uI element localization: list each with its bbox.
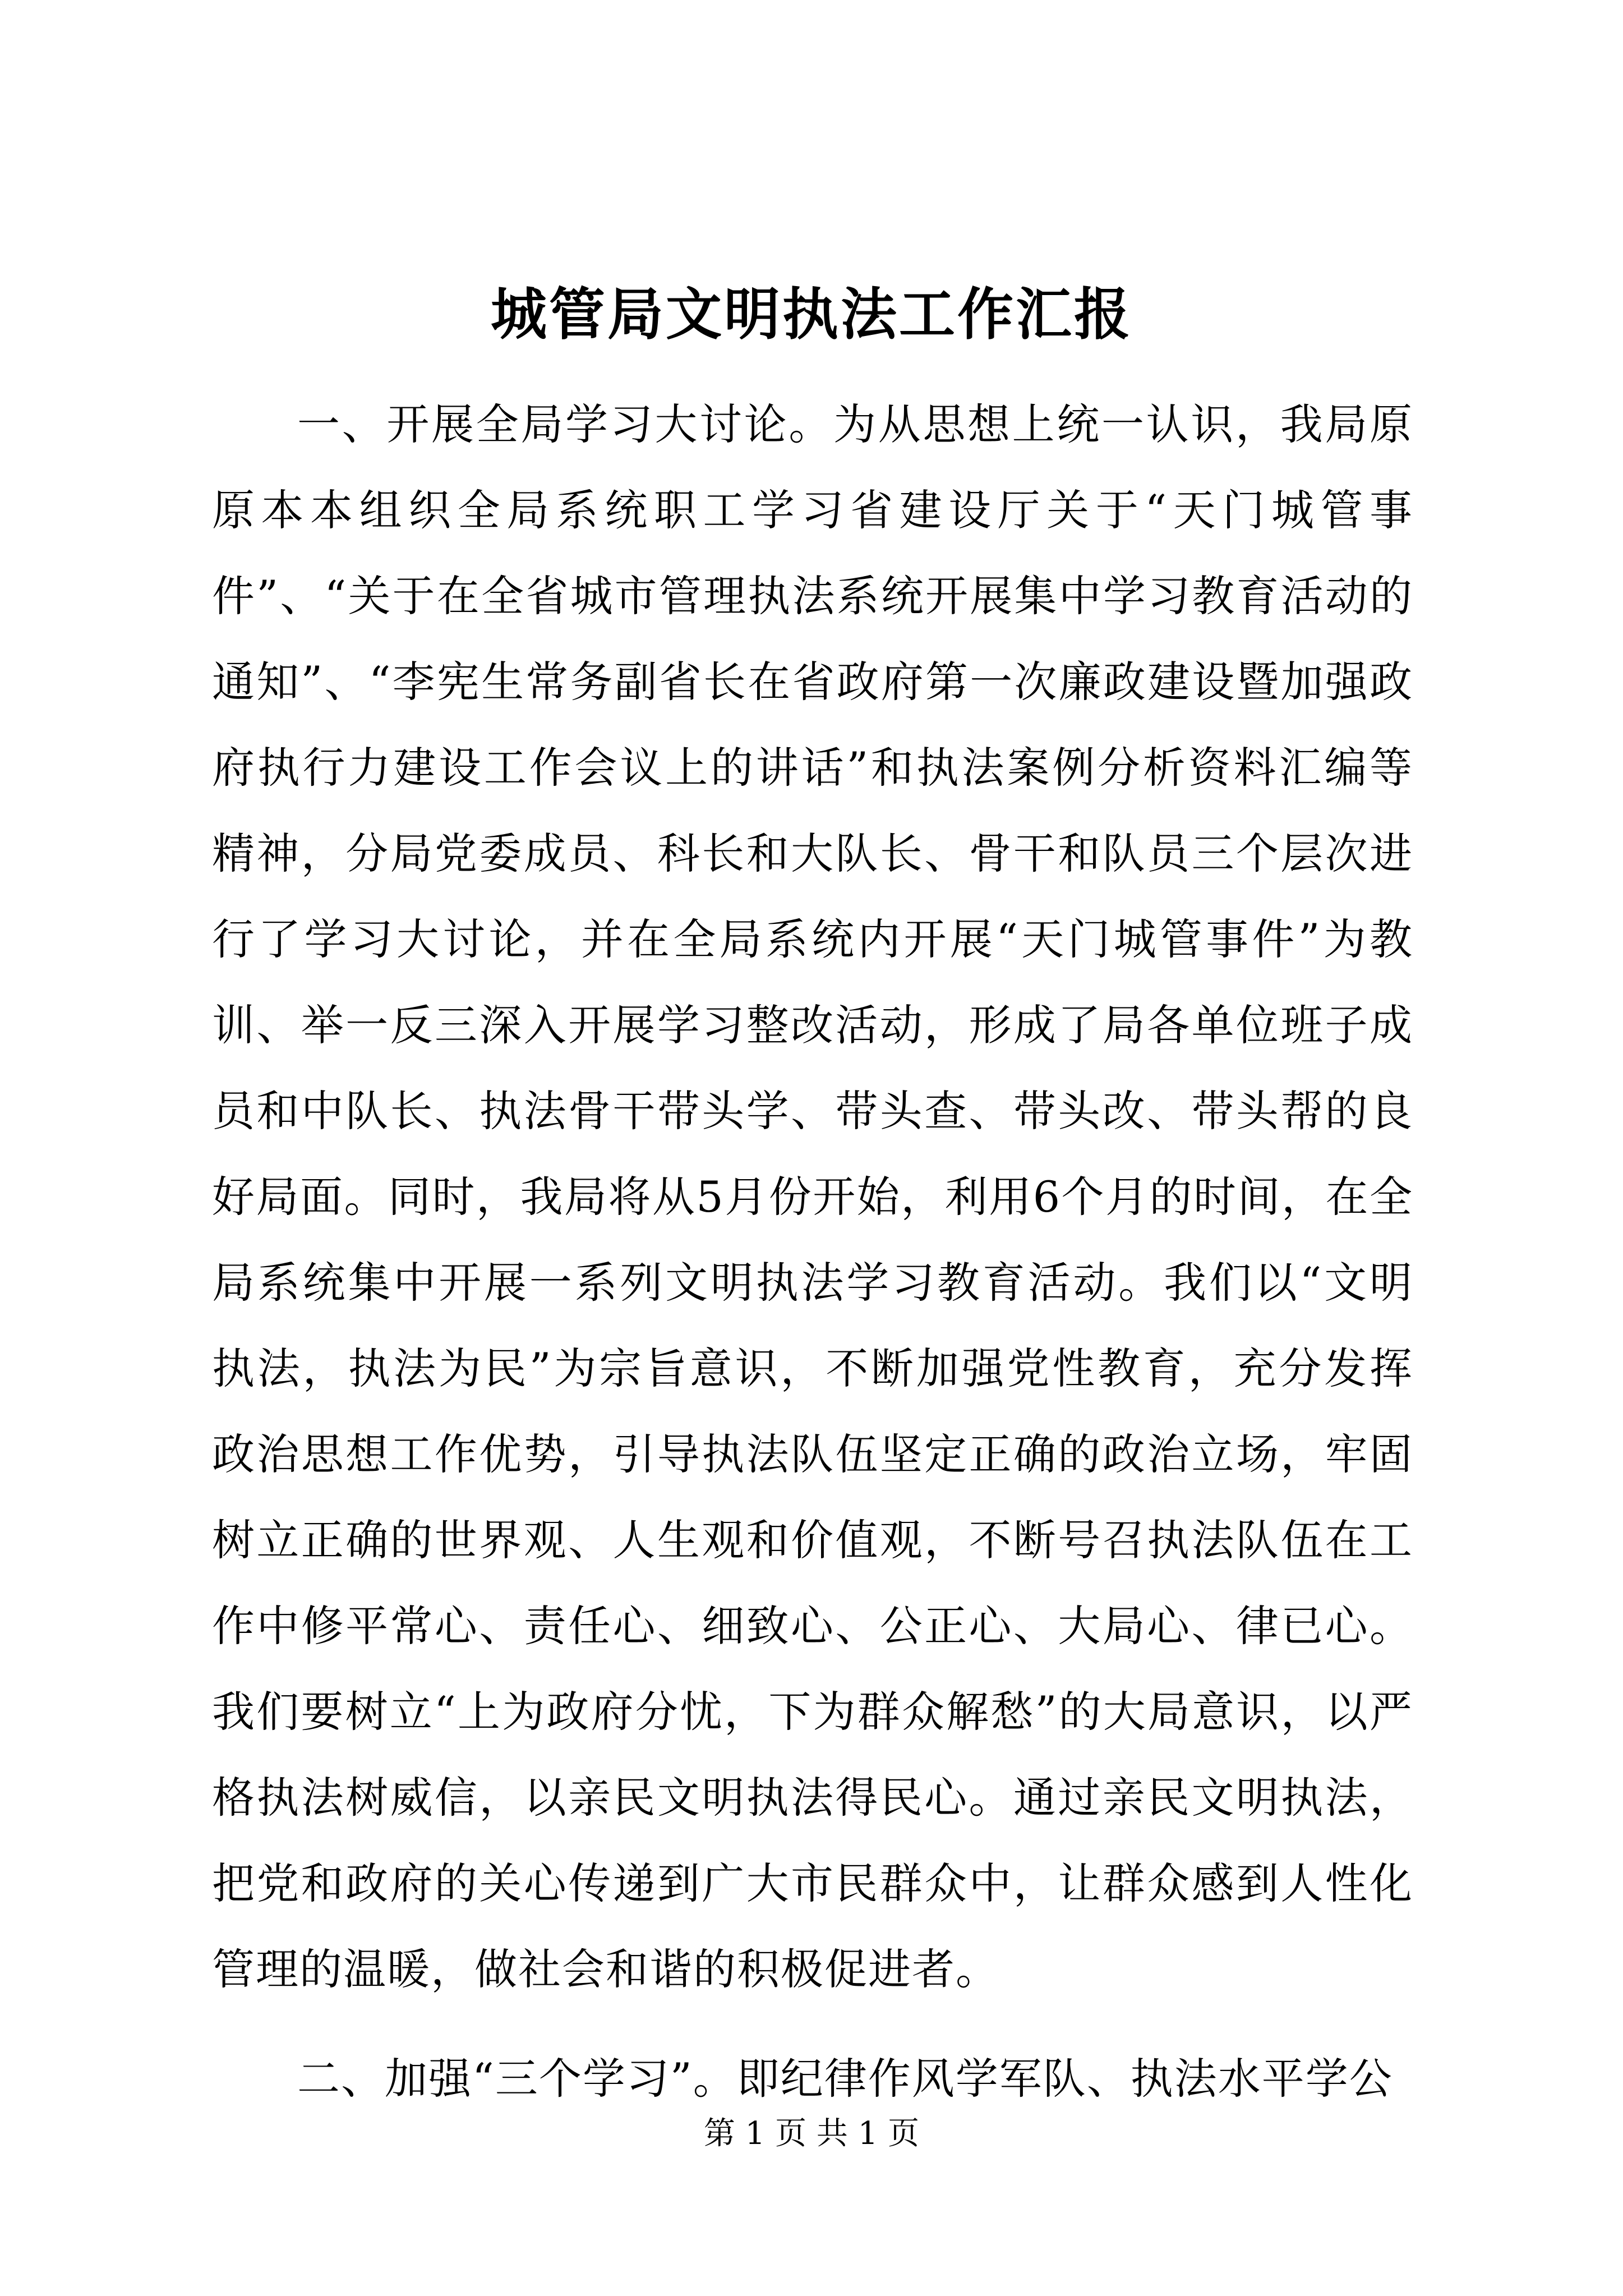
document-title: 城管局文明执法工作汇报 [491,281,1132,347]
paragraph-1: 一、开展全局学习大讨论。为从思想上统一认识，我局原原本本组织全局系统职工学习省建设厅关于“天门城管事件”、“关于在全省城市管理执法系统开展集中学习教育活动的通知”、“李宪生常务副省长在省政府第一次廉政建设暨加强政府执行力建设工作会议上的讲话”和执法案例分析资料汇编等精神，分局党委成员、科长和大队长、骨干和队员三个层次进行了学习大讨论，并在全局系统内开展“天门城管事件”为教训、举一反三深入开展学习整改活动，形成了局各单位班子成员和中队长、执法骨干带头学、带头查、带头改、带头帮的良好局面。同时，我局将从5月份开始，利用6个月的时间，在全局系统集中开展一系列文明执法学习教育活动。我们以“文明执法，执法为民”为宗旨意识，不断加强党性教育，充分发挥政治思想工作优势，引导执法队伍坚定正确的政治立场，牢固树立正确的世界观、人生观和价值观，不断号召执法队伍在工作中修平常心、责任心、细致心、公正心、大局心、律已心。我们要树立“上为政府分忧，下为群众解愁”的大局意识，以严格执法树威信，以亲民文明执法得民心。通过亲民文明执法，把党和政府的关心传递到广大市民群众中，让群众感到人性化管理的温暖，做社会和谐的积极促进者。 [212,399,1413,1994]
document-body [212,381,1413,2122]
paragraph-2: 二、加强“三个学习”。即纪律作风学军队、执法水平学公 [297,2054,1393,2104]
page-footer: 第 1 页 共 1 页 [703,2115,920,2152]
